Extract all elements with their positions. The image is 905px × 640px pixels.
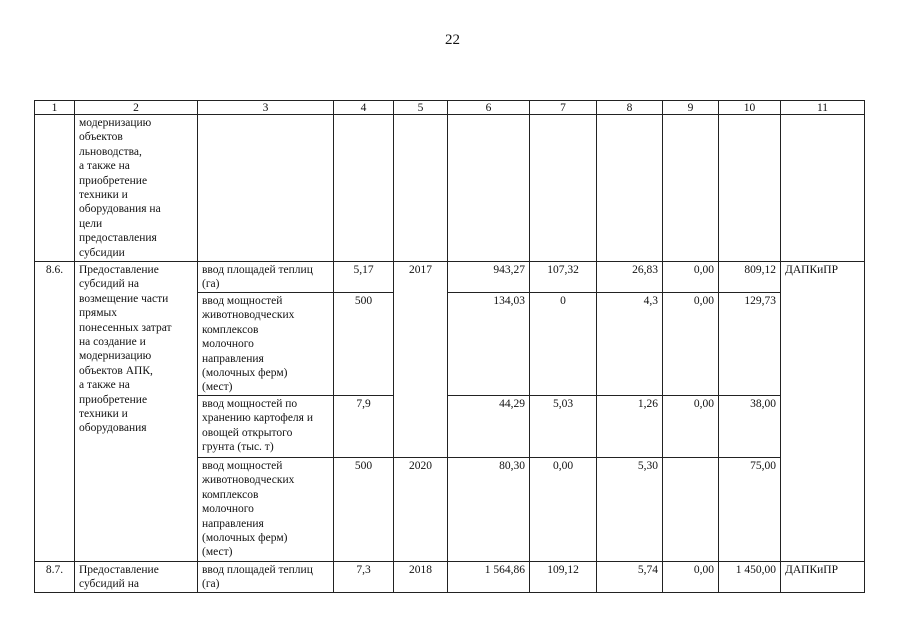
column-number: 6 bbox=[448, 101, 530, 115]
text-line: цели bbox=[79, 217, 103, 230]
text-line: животноводческих bbox=[202, 474, 295, 487]
indicator-value: 500 bbox=[334, 458, 394, 562]
text-line: субсидий на bbox=[79, 578, 139, 591]
year: 2017 bbox=[394, 262, 448, 458]
cell-7: 0,00 bbox=[530, 458, 597, 562]
column-number: 1 bbox=[35, 101, 75, 115]
text-line: молочного bbox=[202, 503, 254, 516]
indicator-value: 5,17 bbox=[334, 262, 394, 293]
indicator bbox=[198, 458, 334, 562]
column-number: 5 bbox=[394, 101, 448, 115]
item-number: 8.6. bbox=[35, 262, 75, 562]
indicator bbox=[198, 262, 334, 293]
text-line: прямых bbox=[79, 307, 117, 320]
cell-10: 38,00 bbox=[719, 396, 781, 458]
text-line: ввод площадей теплиц bbox=[202, 564, 313, 576]
text-line: (молочных ферм) bbox=[202, 532, 288, 545]
text-line: Предоставление bbox=[79, 264, 159, 276]
text-line: на создание и bbox=[79, 336, 146, 349]
cell-6: 134,03 bbox=[448, 293, 530, 396]
cell-7: 109,12 bbox=[530, 562, 597, 593]
text-line: направления bbox=[202, 517, 264, 530]
text-line: техники и bbox=[79, 408, 128, 421]
text-line: а также на bbox=[79, 160, 130, 173]
column-number: 9 bbox=[663, 101, 719, 115]
cell-10: 129,73 bbox=[719, 293, 781, 396]
column-number: 3 bbox=[198, 101, 334, 115]
cell-9: 0,00 bbox=[663, 562, 719, 593]
column-number: 11 bbox=[781, 101, 865, 115]
indicator-value: 7,9 bbox=[334, 396, 394, 458]
column-numbers-row bbox=[35, 101, 865, 115]
text-line: оборудования bbox=[79, 422, 147, 435]
text-line: понесенных затрат bbox=[79, 321, 172, 334]
text-line: (га) bbox=[202, 278, 220, 291]
indicator bbox=[198, 396, 334, 458]
text-line: модернизацию bbox=[79, 350, 152, 363]
column-number: 10 bbox=[719, 101, 781, 115]
cell-8: 26,83 bbox=[597, 262, 663, 293]
text-line: направления bbox=[202, 352, 264, 365]
text-line: субсидий на bbox=[79, 278, 139, 291]
text-line: Предоставление bbox=[79, 564, 159, 576]
cell-10: 809,12 bbox=[719, 262, 781, 293]
cell-6: 44,29 bbox=[448, 396, 530, 458]
cell-6: 1 564,86 bbox=[448, 562, 530, 593]
text-line: модернизацию bbox=[79, 117, 152, 129]
column-number: 8 bbox=[597, 101, 663, 115]
cell-7: 5,03 bbox=[530, 396, 597, 458]
indicator-value: 7,3 bbox=[334, 562, 394, 593]
cell-8: 5,30 bbox=[597, 458, 663, 562]
text-line: овощей открытого bbox=[202, 426, 293, 439]
program-table bbox=[34, 100, 865, 593]
responsible: ДАПКиПР bbox=[781, 562, 865, 593]
indicator-value: 500 bbox=[334, 293, 394, 396]
cell-10: 75,00 bbox=[719, 458, 781, 562]
page-number: 22 bbox=[445, 32, 460, 48]
responsible: ДАПКиПР bbox=[781, 262, 865, 562]
text-line: комплексов bbox=[202, 323, 259, 336]
text-line: ввод мощностей bbox=[202, 460, 283, 472]
text-line: предоставления bbox=[79, 232, 157, 245]
cell-9: 0,00 bbox=[663, 262, 719, 293]
text-line: хранению картофеля и bbox=[202, 412, 313, 425]
text-line: грунта (тыс. т) bbox=[202, 441, 274, 454]
text-line: оборудования на bbox=[79, 203, 161, 216]
item-number: 8.7. bbox=[35, 562, 75, 593]
item-description bbox=[75, 562, 198, 593]
item-description bbox=[75, 115, 198, 262]
cell-8: 4,3 bbox=[597, 293, 663, 396]
cell-7: 107,32 bbox=[530, 262, 597, 293]
cell-9: 0,00 bbox=[663, 293, 719, 396]
column-number: 2 bbox=[75, 101, 198, 115]
cell-6: 943,27 bbox=[448, 262, 530, 293]
year: 2018 bbox=[394, 562, 448, 593]
cell-9: 0,00 bbox=[663, 396, 719, 458]
text-line: (молочных ферм) bbox=[202, 367, 288, 380]
text-line: возмещение части bbox=[79, 292, 169, 305]
text-line: льноводства, bbox=[79, 145, 142, 158]
table-row bbox=[35, 115, 865, 262]
text-line: субсидии bbox=[79, 246, 125, 259]
text-line: а также на bbox=[79, 379, 130, 392]
cell-8: 5,74 bbox=[597, 562, 663, 593]
text-line: ввод площадей теплиц bbox=[202, 264, 313, 276]
text-line: ввод мощностей bbox=[202, 295, 283, 307]
text-line: (мест) bbox=[202, 546, 233, 559]
column-number: 7 bbox=[530, 101, 597, 115]
text-line: объектов bbox=[79, 131, 123, 144]
cell-7: 0 bbox=[530, 293, 597, 396]
table-row bbox=[35, 562, 865, 593]
text-line: (га) bbox=[202, 578, 220, 591]
text-line: комплексов bbox=[202, 488, 259, 501]
text-line: ввод мощностей по bbox=[202, 398, 298, 410]
cell-9 bbox=[663, 458, 719, 562]
text-line: техники и bbox=[79, 189, 128, 202]
cell-8: 1,26 bbox=[597, 396, 663, 458]
text-line: приобретение bbox=[79, 393, 148, 406]
indicator bbox=[198, 293, 334, 396]
text-line: животноводческих bbox=[202, 309, 295, 322]
column-number: 4 bbox=[334, 101, 394, 115]
text-line: молочного bbox=[202, 338, 254, 351]
text-line: приобретение bbox=[79, 174, 148, 187]
text-line: объектов АПК, bbox=[79, 364, 153, 377]
indicator bbox=[198, 562, 334, 593]
table-row bbox=[35, 262, 865, 293]
cell-10: 1 450,00 bbox=[719, 562, 781, 593]
item-description bbox=[75, 262, 198, 562]
cell-6: 80,30 bbox=[448, 458, 530, 562]
year: 2020 bbox=[394, 458, 448, 562]
text-line: (мест) bbox=[202, 381, 233, 394]
